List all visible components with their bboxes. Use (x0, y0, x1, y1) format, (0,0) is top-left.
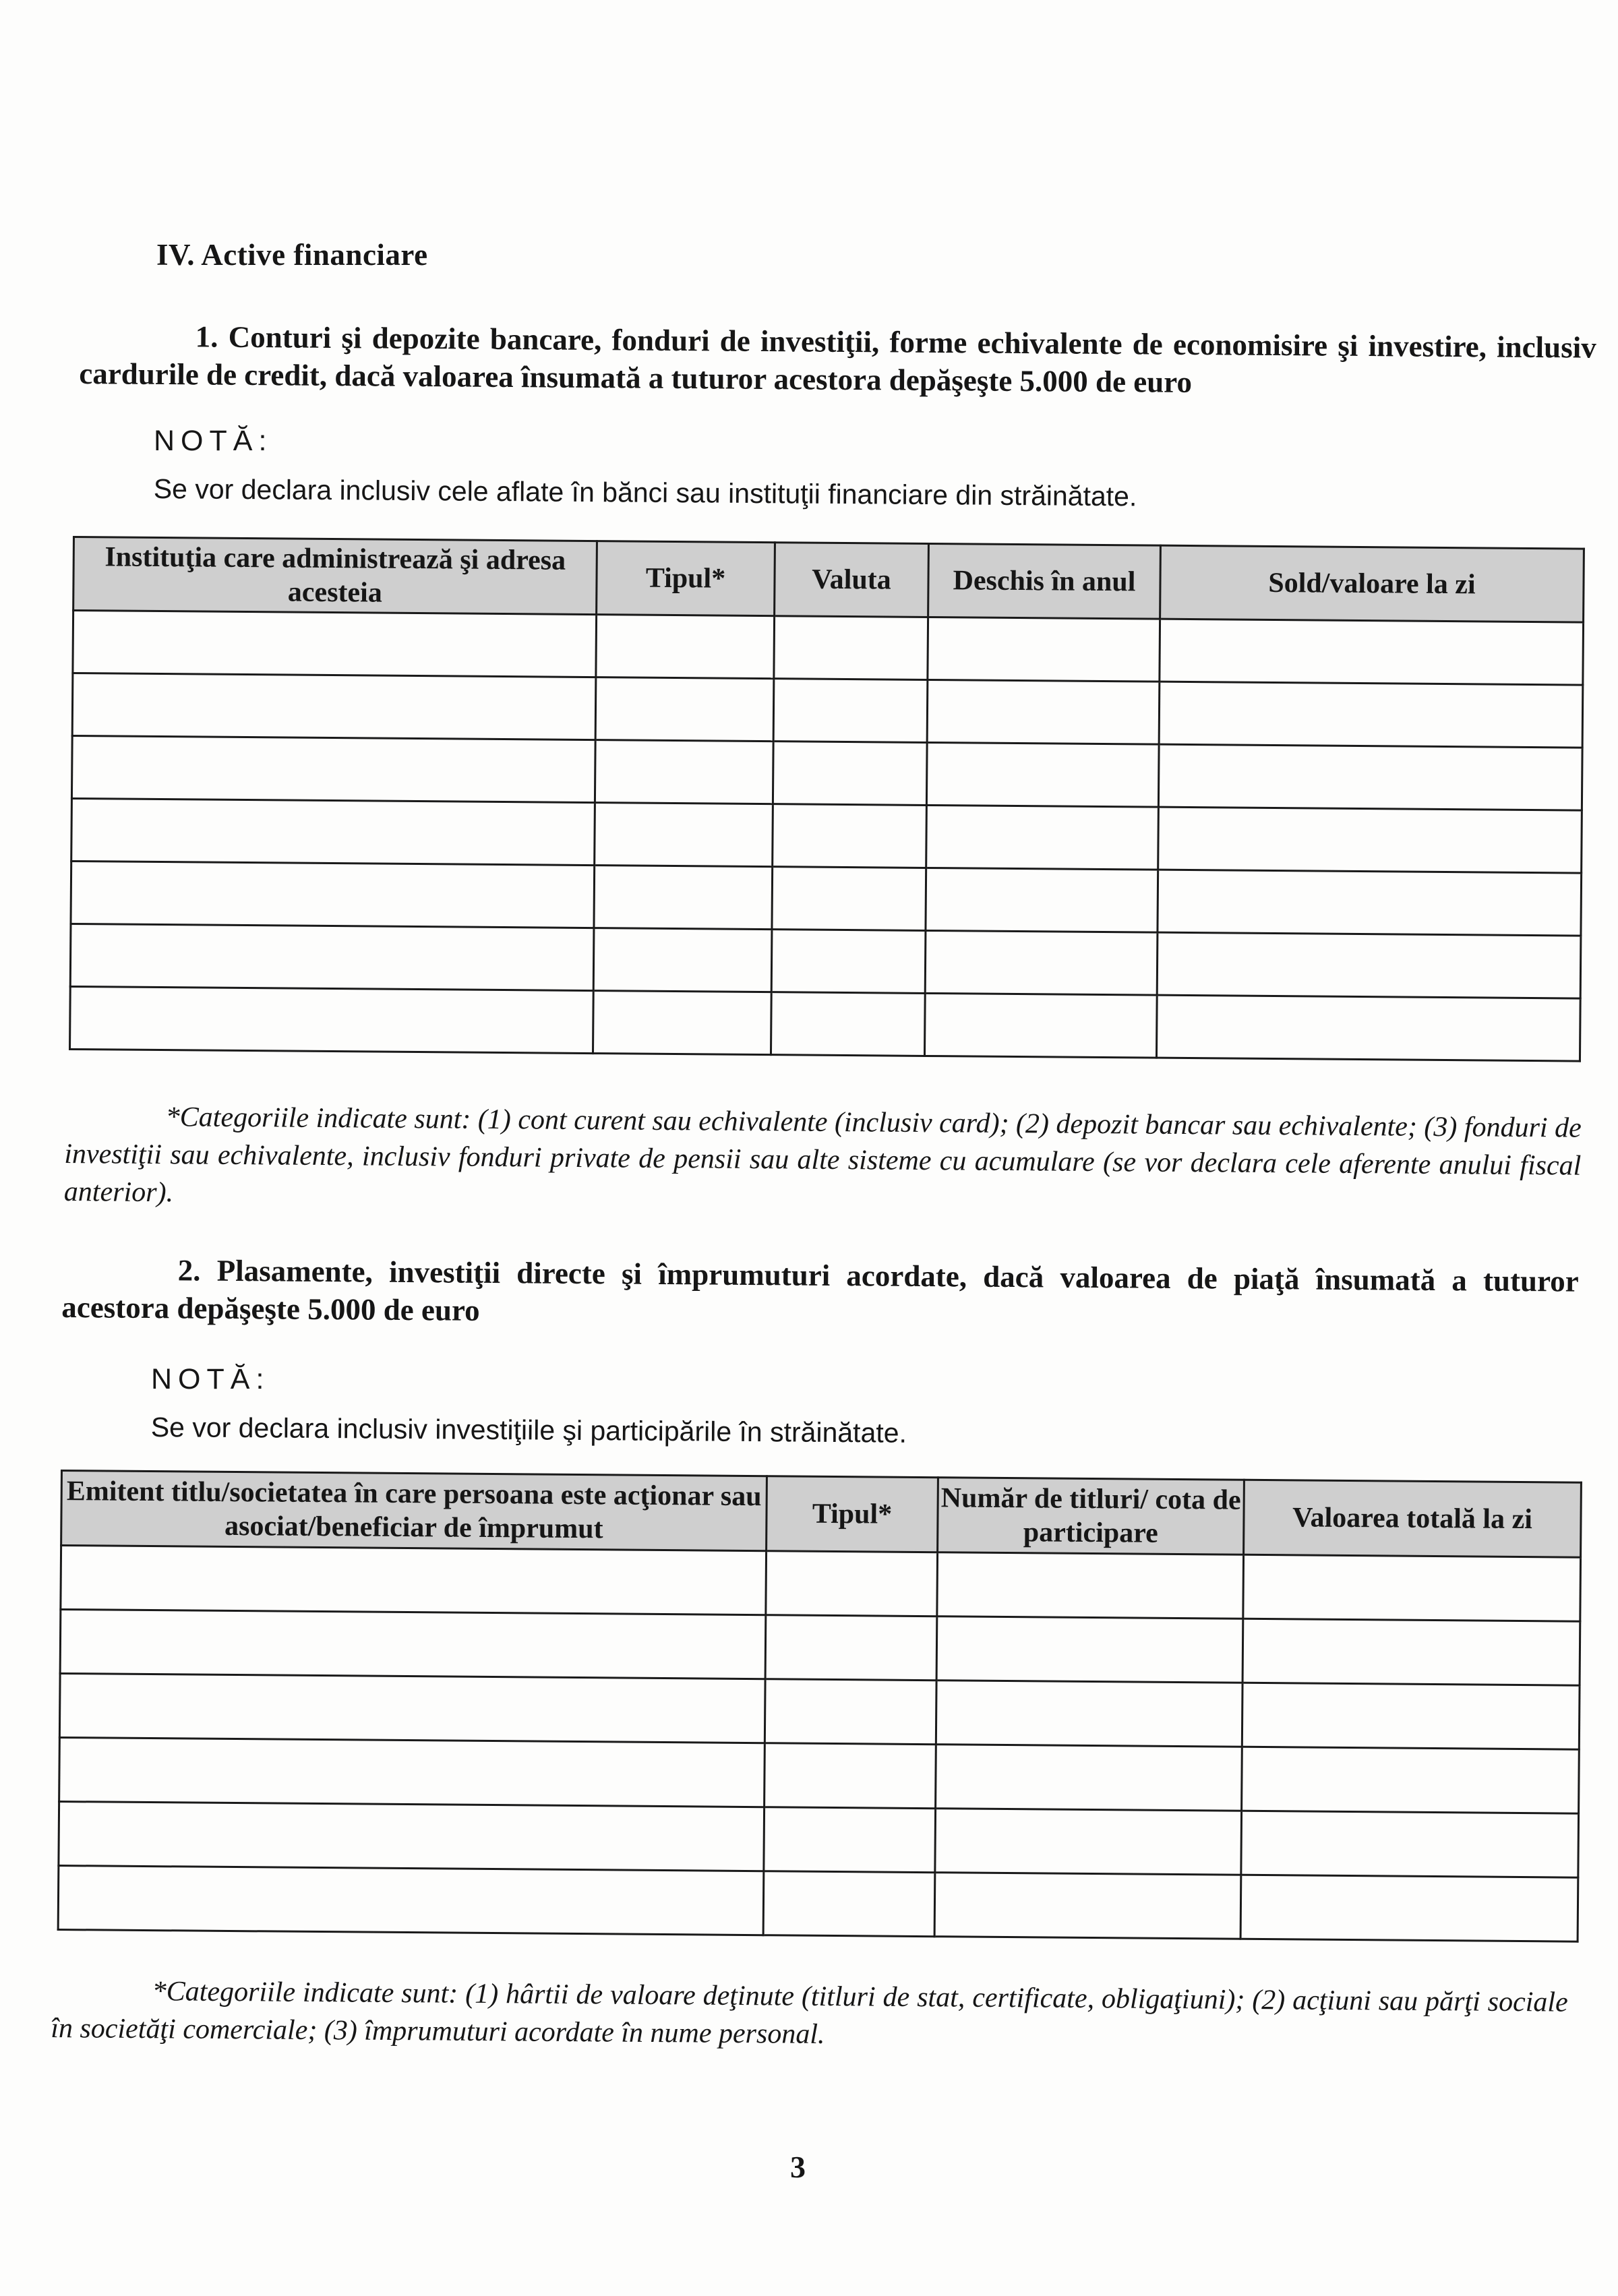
table-cell[interactable] (928, 617, 1160, 682)
table-cell[interactable] (595, 803, 773, 867)
table-row (60, 1610, 1580, 1686)
part2-heading: 2. Plasamente, investiţii directe şi împrumuturi acordate, dacă valoarea de piaţă însumată a tuturor acestora depăşeşte 5.000 de euro (61, 1253, 1579, 1327)
table-cell[interactable] (1241, 1811, 1579, 1877)
col-header-shares-count: Număr de titluri/ cota de participare (938, 1478, 1245, 1555)
page-number: 3 (790, 2150, 806, 2184)
table-cell[interactable] (1240, 1875, 1578, 1941)
table-cell[interactable] (1158, 870, 1582, 936)
table-cell[interactable] (926, 805, 1159, 870)
table-cell[interactable] (936, 1745, 1242, 1811)
table-cell[interactable] (1242, 1619, 1580, 1685)
table-cell[interactable] (1160, 619, 1584, 685)
table-cell[interactable] (1243, 1554, 1581, 1621)
table-header-row (73, 537, 1584, 623)
table-row (58, 1865, 1578, 1941)
table-cell[interactable] (71, 861, 595, 928)
table-row (70, 924, 1581, 998)
table-row (61, 1546, 1581, 1622)
table-row (59, 1737, 1580, 1813)
table-cell[interactable] (58, 1865, 764, 1935)
col-header-currency: Valuta (775, 543, 929, 617)
table-header-row (61, 1471, 1582, 1558)
table-cell[interactable] (60, 1610, 766, 1679)
part1-nota-label: NOTĂ: (154, 425, 273, 457)
table-cell[interactable] (934, 1873, 1241, 1939)
table-cell[interactable] (771, 992, 925, 1056)
table-cell[interactable] (1159, 682, 1583, 748)
table-cell[interactable] (772, 867, 926, 931)
table-row (71, 861, 1582, 936)
part1-nota-text: Se vor declara inclusiv cele aflate în bănci sau instituţii financiare din străinătate. (153, 473, 1137, 512)
part2-nota-label: NOTĂ: (151, 1363, 270, 1395)
table-cell[interactable] (59, 1674, 765, 1743)
col-header-opened-year: Deschis în anul (928, 543, 1161, 619)
table-cell[interactable] (1158, 807, 1582, 873)
table-cell[interactable] (1242, 1747, 1580, 1813)
part2-footnote: *Categoriile indicate sunt: (1) hârtii de valoare deţinute (titluri de stat, certificate, obligaţiuni); (2) acţiuni sau părţi sociale în societăţi comerciale; (3) împrumuturi acordate în nume personal. (51, 1976, 1568, 2051)
table-cell[interactable] (936, 1617, 1243, 1683)
table-cell[interactable] (771, 930, 926, 994)
table-cell[interactable] (70, 924, 594, 990)
table-cell[interactable] (773, 804, 927, 868)
col-header-total-value: Valoarea totală la zi (1244, 1480, 1582, 1557)
table-row (70, 986, 1581, 1061)
table-cell[interactable] (935, 1809, 1242, 1875)
table-cell[interactable] (593, 928, 772, 992)
col-header-institution: Instituţia care administrează şi adresa acesteia (73, 537, 597, 615)
section-title: IV. Active financiare (156, 238, 428, 272)
table-cell[interactable] (774, 616, 928, 680)
table-cell[interactable] (936, 1681, 1242, 1747)
table-cell[interactable] (595, 740, 773, 804)
table-cell[interactable] (1157, 932, 1581, 998)
table-row (71, 736, 1582, 811)
part1-heading: 1. Conturi şi depozite bancare, fonduri de investiţii, forme echivalente de economisire şi investire, inclusiv cardurile de credit, dacă valoarea însumată a tuturor acestora depăşeşte 5.000 de euro (79, 320, 1596, 399)
table-cell[interactable] (926, 742, 1159, 807)
table-cell[interactable] (765, 1679, 936, 1745)
table-cell[interactable] (925, 930, 1158, 995)
col-header-balance: Sold/valoare la zi (1160, 545, 1584, 622)
table-cell[interactable] (773, 742, 927, 806)
part2-nota-text: Se vor declara inclusiv investiţiile şi participările în străinătate. (150, 1412, 907, 1449)
table-cell[interactable] (61, 1546, 767, 1615)
table-cell[interactable] (71, 798, 595, 865)
table-row (71, 798, 1582, 873)
table-cell[interactable] (70, 986, 594, 1053)
investments-table (57, 1470, 1582, 1943)
col-header-issuer: Emitent titlu/societatea în care persoana este acţionar sau asociat/beneficiar de împrumut (61, 1471, 767, 1551)
table-cell[interactable] (595, 677, 774, 742)
table-cell[interactable] (59, 1737, 765, 1807)
table-cell[interactable] (937, 1552, 1244, 1619)
table-row (59, 1801, 1579, 1877)
table-row (59, 1674, 1580, 1750)
table-cell[interactable] (765, 1615, 937, 1681)
part1-footnote: *Categoriile indicate sunt: (1) cont curent sau echivalente (inclusiv card); (2) depozit bancar sau echivalente; (3) fonduri de investiţii sau echivalente, inclusiv fonduri private de pensii sau alte sisteme cu acumulare (se vor declara cele aferente anului fiscal anterior). (63, 1101, 1582, 1209)
table-cell[interactable] (59, 1801, 765, 1871)
table-cell[interactable] (593, 991, 771, 1055)
table-cell[interactable] (926, 868, 1158, 932)
table-cell[interactable] (1158, 744, 1582, 810)
table-cell[interactable] (773, 679, 928, 743)
table-row (72, 673, 1583, 748)
table-cell[interactable] (927, 679, 1160, 744)
col-header-type: Tipul* (767, 1476, 938, 1552)
table-cell[interactable] (1242, 1683, 1580, 1749)
table-row (73, 611, 1584, 686)
table-cell[interactable] (1156, 995, 1580, 1061)
table-cell[interactable] (71, 736, 595, 803)
table-cell[interactable] (596, 615, 775, 679)
table-cell[interactable] (924, 993, 1157, 1058)
table-cell[interactable] (765, 1743, 936, 1809)
table-cell[interactable] (764, 1807, 936, 1873)
table-cell[interactable] (763, 1871, 935, 1937)
col-header-type: Tipul* (597, 541, 775, 616)
table-cell[interactable] (766, 1551, 938, 1617)
table-cell[interactable] (73, 611, 597, 677)
table-cell[interactable] (594, 866, 773, 930)
table-cell[interactable] (72, 673, 596, 740)
bank-accounts-table (69, 536, 1585, 1062)
